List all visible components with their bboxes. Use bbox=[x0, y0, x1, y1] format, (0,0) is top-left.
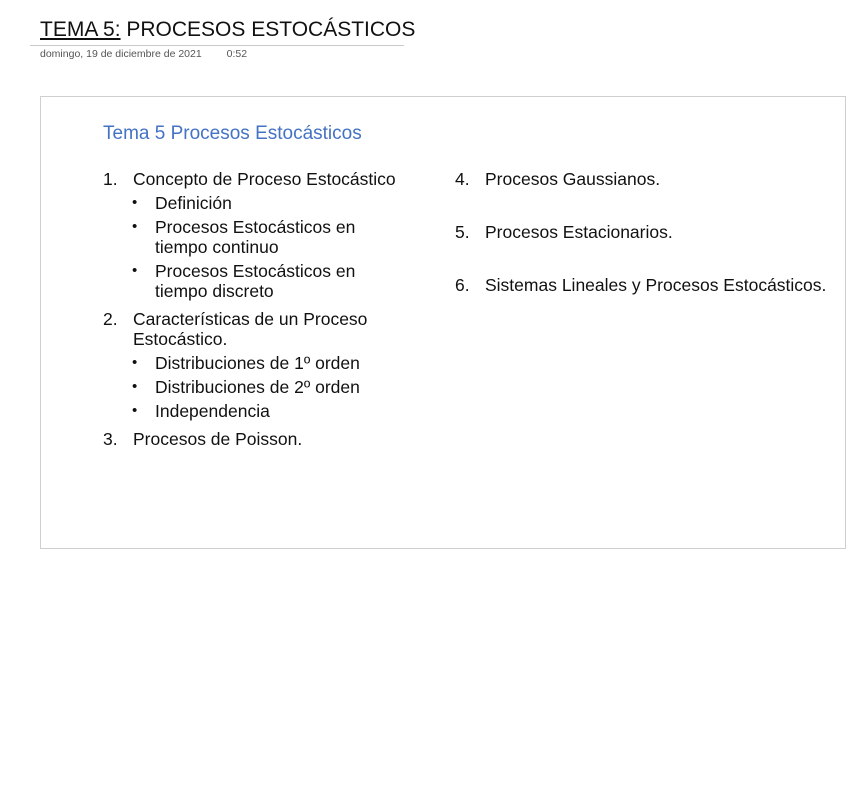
item-number: 4. bbox=[455, 169, 470, 189]
sub-item bbox=[103, 193, 403, 213]
item-label: Procesos de Poisson. bbox=[133, 429, 303, 449]
item-label: Características de un Proceso Estocástico. bbox=[133, 309, 368, 349]
item-label: Sistemas Lineales y Procesos Estocásticos. bbox=[485, 275, 827, 295]
page-time: 0:52 bbox=[226, 48, 248, 60]
page-title bbox=[40, 16, 415, 44]
sub-item-label: Definición bbox=[155, 193, 232, 213]
page-title-main: PROCESOS ESTOCÁSTICOS bbox=[126, 18, 416, 41]
header-divider bbox=[30, 45, 404, 46]
slide-image bbox=[40, 96, 846, 549]
bullet-icon: • bbox=[132, 194, 138, 211]
item-number: 3. bbox=[103, 429, 118, 449]
item-number: 5. bbox=[455, 222, 470, 242]
page-timestamp bbox=[40, 48, 247, 60]
sub-item-label: Procesos Estocásticos en tiempo continuo bbox=[155, 217, 356, 257]
sub-item-label: Distribuciones de 2º orden bbox=[155, 377, 360, 397]
sub-item bbox=[103, 377, 403, 397]
item-number: 2. bbox=[103, 309, 118, 329]
bullet-icon: • bbox=[132, 354, 138, 371]
slide-left-column bbox=[103, 169, 403, 449]
list-item bbox=[455, 169, 835, 189]
page-header bbox=[40, 16, 415, 44]
item-number: 1. bbox=[103, 169, 118, 189]
sub-item bbox=[103, 401, 403, 421]
sub-item-label: Independencia bbox=[155, 401, 270, 421]
sub-item-label: Distribuciones de 1º orden bbox=[155, 353, 360, 373]
bullet-icon: • bbox=[132, 402, 138, 419]
item-label: Concepto de Proceso Estocástico bbox=[133, 169, 396, 189]
list-item bbox=[103, 309, 403, 349]
sub-item bbox=[103, 353, 403, 373]
slide-title: Tema 5 Procesos Estocásticos bbox=[103, 123, 362, 144]
sub-item-label: Procesos Estocásticos en tiempo discreto bbox=[155, 261, 356, 301]
list-item bbox=[103, 169, 403, 189]
item-label: Procesos Estacionarios. bbox=[485, 222, 673, 242]
item-label: Procesos Gaussianos. bbox=[485, 169, 661, 189]
bullet-icon: • bbox=[132, 378, 138, 395]
sub-item bbox=[103, 261, 403, 301]
page-date: domingo, 19 de diciembre de 2021 bbox=[40, 48, 202, 60]
list-item bbox=[103, 429, 403, 449]
list-item bbox=[455, 275, 835, 295]
item-number: 6. bbox=[455, 275, 470, 295]
slide-right-column bbox=[455, 169, 835, 295]
sub-item bbox=[103, 217, 403, 257]
bullet-icon: • bbox=[132, 262, 138, 279]
bullet-icon: • bbox=[132, 218, 138, 235]
page-title-prefix: TEMA 5: bbox=[40, 18, 121, 41]
list-item bbox=[455, 222, 835, 242]
